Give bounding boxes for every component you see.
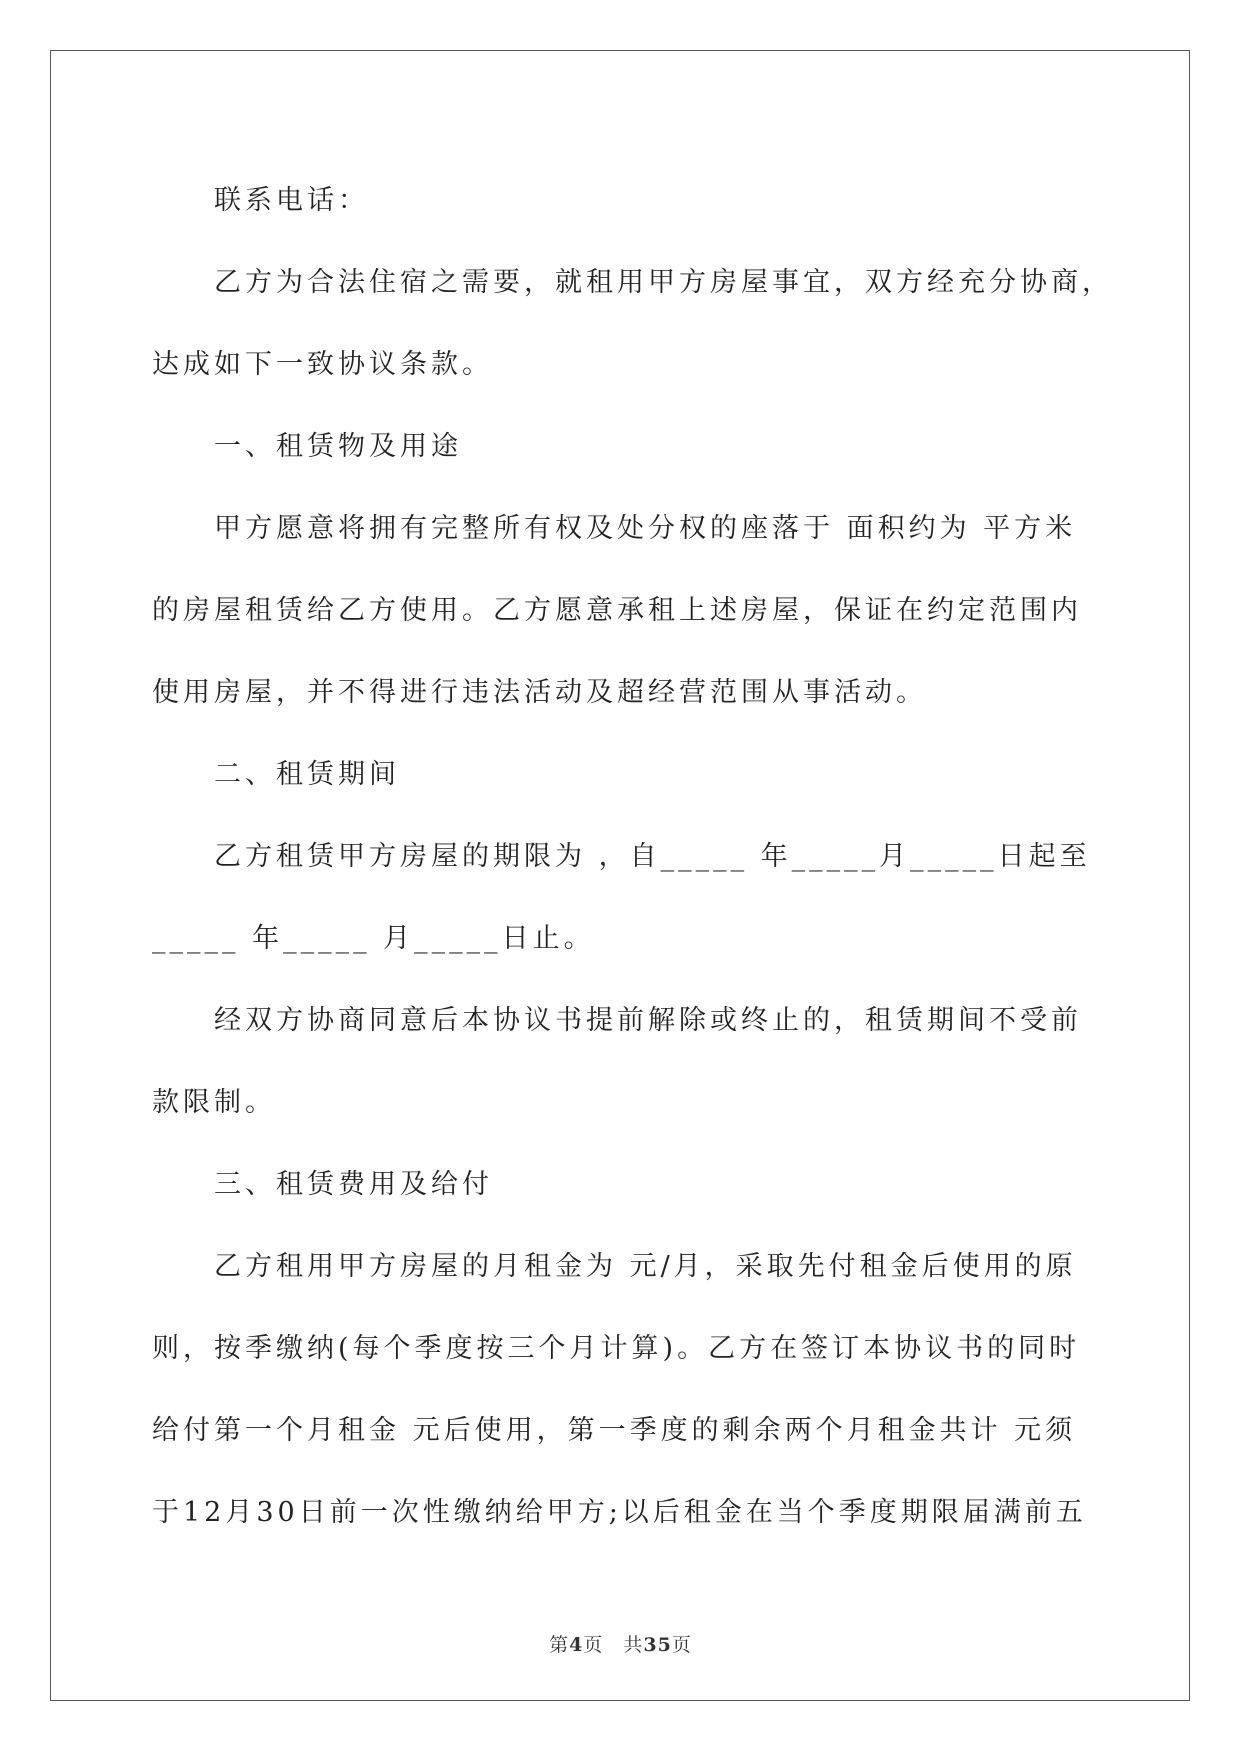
paragraph-line: 乙方为合法住宿之需要，就租用甲方房屋事宜，双方经充分协商， <box>214 267 1113 298</box>
paragraph-line: 款限制。 <box>152 1087 276 1118</box>
footer-suffix: 页 <box>671 1634 692 1656</box>
paragraph-line: 乙方租赁甲方房屋的期限为 ，自_____ 年_____月_____日起至 <box>214 841 1091 872</box>
paragraph-line: 则，按季缴纳(每个季度按三个月计算)。乙方在签订本协议书的同时 <box>152 1333 1081 1364</box>
contact-phone-line: 联系电话： <box>214 185 369 216</box>
document-body <box>152 160 1113 1554</box>
total-page-number: 35 <box>643 1634 672 1656</box>
paragraph-line: 于12月30日前一次性缴纳给甲方;以后租金在当个季度期限届满前五 <box>152 1497 1087 1528</box>
paragraph-line: _____ 年_____ 月_____日止。 <box>152 923 595 954</box>
section-heading-2: 二、租赁期间 <box>214 759 400 790</box>
section-heading-1: 一、租赁物及用途 <box>214 431 462 462</box>
paragraph-line: 甲方愿意将拥有完整所有权及处分权的座落于 面积约为 平方米 <box>214 513 1077 544</box>
page-footer <box>0 1630 1241 1657</box>
paragraph-line: 经双方协商同意后本协议书提前解除或终止的，租赁期间不受前 <box>214 1005 1082 1036</box>
paragraph-line: 达成如下一致协议条款。 <box>152 349 493 380</box>
paragraph-line: 乙方租用甲方房屋的月租金为 元/月，采取先付租金后使用的原 <box>214 1251 1077 1282</box>
paragraph-line: 使用房屋，并不得进行违法活动及超经营范围从事活动。 <box>152 677 927 708</box>
paragraph-line: 给付第一个月租金 元后使用，第一季度的剩余两个月租金共计 元须 <box>152 1415 1077 1446</box>
footer-prefix: 第 <box>549 1634 570 1656</box>
current-page-number: 4 <box>569 1634 584 1656</box>
paragraph-line: 的房屋租赁给乙方使用。乙方愿意承租上述房屋，保证在约定范围内 <box>152 595 1082 626</box>
section-heading-3: 三、租赁费用及给付 <box>214 1169 493 1200</box>
footer-mid: 页 共 <box>583 1634 644 1656</box>
